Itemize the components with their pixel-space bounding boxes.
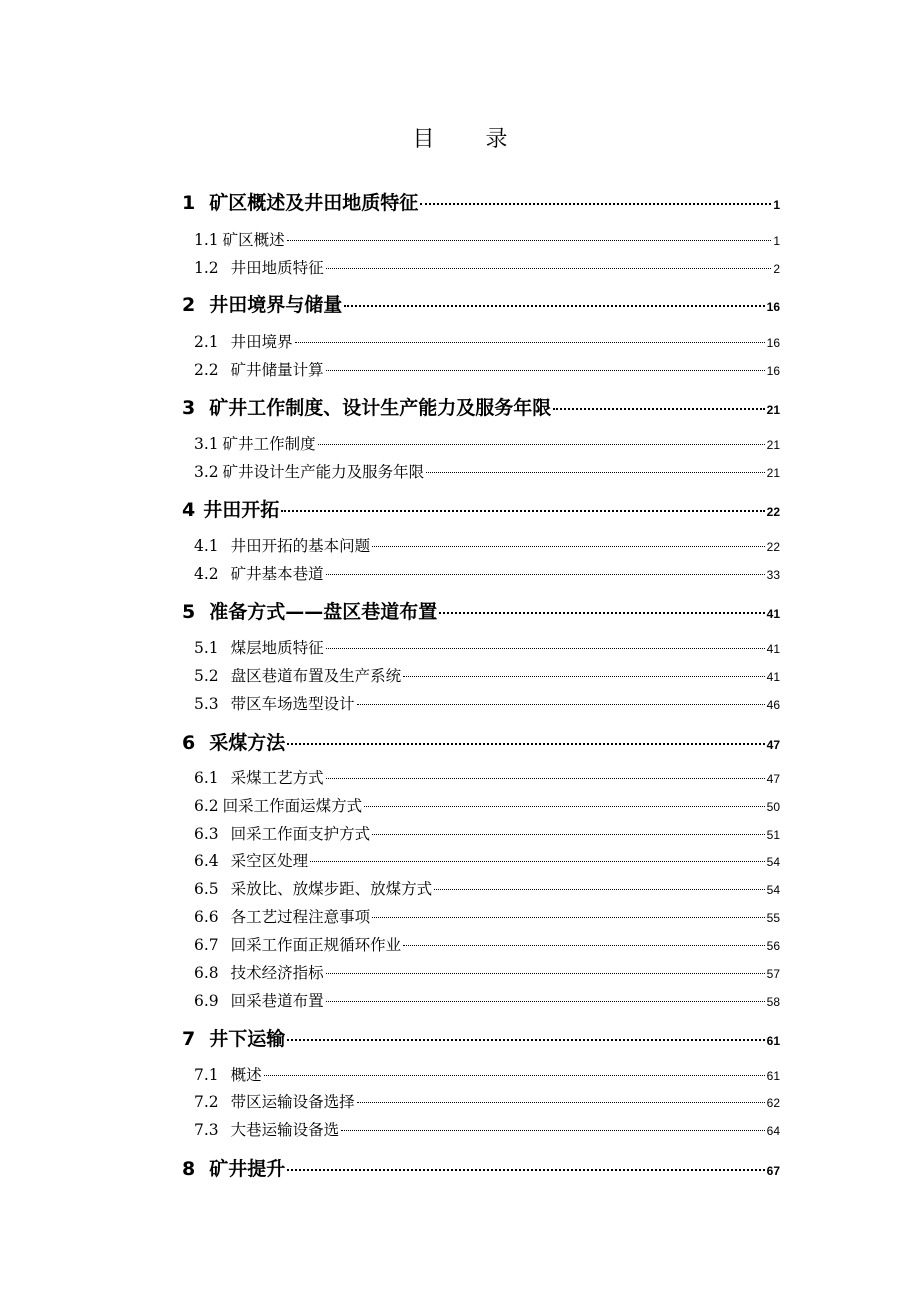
dot-leader (326, 268, 772, 269)
toc-number: 7.2 (194, 1093, 219, 1111)
dot-leader (434, 889, 764, 890)
toc-page-number: 64 (766, 1124, 780, 1138)
toc-page-number: 51 (766, 828, 780, 842)
toc-title: 技术经济指标 (230, 964, 324, 982)
toc-number: 6.7 (194, 936, 219, 954)
toc-number: 7.1 (194, 1066, 219, 1084)
toc-page-number: 16 (766, 364, 780, 378)
toc-title: 矿井工作制度 (222, 435, 316, 453)
dot-leader (318, 444, 765, 445)
toc-title: 回采工作面运煤方式 (222, 797, 363, 815)
toc-page-number: 61 (766, 1034, 780, 1048)
toc-title: 回采工作面正规循环作业 (230, 936, 402, 954)
toc-section-1-2[interactable] (194, 256, 780, 278)
toc-number: 6 (182, 732, 196, 754)
toc-section-5-3[interactable] (194, 692, 780, 714)
toc-chapter-8[interactable] (182, 1154, 780, 1181)
dot-leader (357, 1102, 765, 1103)
dot-leader (326, 574, 765, 575)
toc-section-3-1[interactable] (194, 432, 780, 454)
toc-section-5-1[interactable] (194, 636, 780, 658)
toc-number: 5.1 (194, 639, 219, 657)
dot-leader (553, 408, 764, 410)
toc-chapter-2[interactable] (182, 290, 780, 317)
toc-section-6-9[interactable] (194, 989, 780, 1011)
dot-leader (403, 676, 764, 677)
toc-title: 井田开拓的基本问题 (230, 537, 371, 555)
toc-page-number: 16 (766, 336, 780, 350)
toc-section-6-6[interactable] (194, 905, 780, 927)
dot-leader (426, 472, 764, 473)
dot-leader (344, 305, 764, 307)
toc-title: 矿区概述及井田地质特征 (209, 192, 419, 214)
toc-number: 2.2 (194, 361, 219, 379)
toc-number: 6.6 (194, 908, 219, 926)
toc-number: 7.3 (194, 1121, 219, 1139)
toc-title: 矿井储量计算 (230, 361, 324, 379)
toc-number: 2.1 (194, 333, 219, 351)
dot-leader (357, 704, 765, 705)
toc-title: 盘区巷道布置及生产系统 (230, 667, 402, 685)
toc-page-number: 41 (766, 607, 780, 621)
toc-number: 8 (182, 1158, 196, 1180)
toc-number: 4 (182, 499, 196, 521)
toc-section-6-8[interactable] (194, 961, 780, 983)
toc-number: 1.2 (194, 259, 219, 277)
toc-number: 6.2 (194, 797, 219, 815)
toc-title: 回采工作面支护方式 (230, 825, 371, 843)
toc-section-2-1[interactable] (194, 330, 780, 352)
dot-leader (326, 778, 765, 779)
toc-page-number: 47 (766, 772, 780, 786)
dot-leader (439, 612, 764, 614)
page-title: 目 录 (412, 127, 530, 152)
dot-leader (264, 1075, 765, 1076)
dot-leader (287, 1039, 764, 1041)
dot-leader (326, 370, 765, 371)
toc-title: 矿井提升 (209, 1158, 286, 1180)
toc-section-4-1[interactable] (194, 534, 780, 556)
toc-number: 2 (182, 294, 196, 316)
toc-page-number: 2 (773, 262, 780, 276)
toc-page-number: 62 (766, 1096, 780, 1110)
toc-title: 带区运输设备选择 (230, 1093, 355, 1111)
toc-number: 7 (182, 1028, 196, 1050)
toc-page-number: 61 (766, 1069, 780, 1083)
toc-number: 6.1 (194, 769, 219, 787)
toc-title: 采煤方法 (209, 732, 286, 754)
toc-section-6-3[interactable] (194, 822, 780, 844)
toc-section-6-4[interactable] (194, 849, 780, 871)
toc-page-number: 55 (766, 911, 780, 925)
dot-leader (420, 203, 771, 205)
toc-chapter-6[interactable] (182, 728, 780, 755)
toc-section-6-2[interactable] (194, 794, 780, 816)
toc-page-number: 1 (773, 234, 780, 248)
toc-number: 3 (182, 397, 196, 419)
toc-title: 井田境界 (230, 333, 293, 351)
toc-title: 矿井工作制度、设计生产能力及服务年限 (209, 397, 552, 419)
toc-page-number: 16 (766, 300, 780, 314)
toc-title: 回采巷道布置 (230, 992, 324, 1010)
toc-section-1-1[interactable] (194, 228, 780, 250)
dot-leader (326, 973, 765, 974)
toc-title: 井下运输 (209, 1028, 286, 1050)
dot-leader (281, 510, 764, 512)
dot-leader (372, 917, 764, 918)
dot-leader (326, 1001, 765, 1002)
dot-leader (287, 1169, 764, 1171)
toc-title: 大巷运输设备选 (230, 1121, 340, 1139)
toc-page-number: 22 (766, 505, 780, 519)
toc-page-number: 21 (766, 403, 780, 417)
dot-leader (372, 834, 764, 835)
toc-title: 井田地质特征 (230, 259, 324, 277)
dot-leader (372, 546, 764, 547)
toc-title: 矿井基本巷道 (230, 565, 324, 583)
toc-section-7-1[interactable] (194, 1063, 780, 1085)
toc-title: 矿区概述 (222, 231, 285, 249)
toc-title: 各工艺过程注意事项 (230, 908, 371, 926)
toc-title: 采放比、放煤步距、放煤方式 (230, 880, 433, 898)
toc-page-number: 54 (766, 883, 780, 897)
toc-number: 4.2 (194, 565, 219, 583)
toc-chapter-3[interactable] (182, 393, 780, 420)
toc-number: 3.1 (194, 435, 219, 453)
toc-title: 带区车场选型设计 (230, 695, 355, 713)
toc-title: 准备方式——盘区巷道布置 (209, 601, 438, 623)
toc-page-number: 33 (766, 568, 780, 582)
toc-section-7-2[interactable] (194, 1090, 780, 1112)
toc-section-6-1[interactable] (194, 766, 780, 788)
toc-number: 5 (182, 601, 196, 623)
toc-page-number: 1 (773, 198, 780, 212)
toc-page-number: 56 (766, 939, 780, 953)
toc-title: 采煤工艺方式 (230, 769, 324, 787)
dot-leader (326, 648, 765, 649)
toc-section-4-2[interactable] (194, 562, 780, 584)
toc-number: 6.8 (194, 964, 219, 982)
toc-title: 概述 (230, 1066, 262, 1084)
toc-page-number: 41 (766, 670, 780, 684)
dot-leader (364, 806, 764, 807)
toc-title: 矿井设计生产能力及服务年限 (222, 463, 425, 481)
toc-chapter-1[interactable] (182, 188, 780, 215)
toc-page-number: 47 (766, 738, 780, 752)
toc-section-5-2[interactable] (194, 664, 780, 686)
toc-number: 5.2 (194, 667, 219, 685)
toc-number: 3.2 (194, 463, 219, 481)
toc-section-6-7[interactable] (194, 933, 780, 955)
toc-title: 井田境界与储量 (209, 294, 343, 316)
toc-chapter-5[interactable] (182, 597, 780, 624)
dot-leader (287, 743, 764, 745)
toc-number: 6.5 (194, 880, 219, 898)
toc-page-number: 46 (766, 698, 780, 712)
toc-title: 采空区处理 (230, 852, 309, 870)
dot-leader (341, 1130, 764, 1131)
toc-number: 1.1 (194, 231, 219, 249)
toc-number: 6.3 (194, 825, 219, 843)
toc-number: 1 (182, 192, 196, 214)
toc-section-3-2[interactable] (194, 460, 780, 482)
toc-page-number: 50 (766, 800, 780, 814)
toc-section-6-5[interactable] (194, 877, 780, 899)
toc-page-number: 58 (766, 995, 780, 1009)
toc-number: 5.3 (194, 695, 219, 713)
toc-section-7-3[interactable] (194, 1118, 780, 1140)
toc-page-number: 41 (766, 642, 780, 656)
toc-page-number: 22 (766, 540, 780, 554)
toc-number: 4.1 (194, 537, 219, 555)
toc-number: 6.4 (194, 852, 219, 870)
toc-page-number: 57 (766, 967, 780, 981)
toc-title: 井田开拓 (203, 499, 280, 521)
toc-title: 煤层地质特征 (230, 639, 324, 657)
dot-leader (295, 342, 765, 343)
toc-section-2-2[interactable] (194, 358, 780, 380)
toc-page-number: 54 (766, 855, 780, 869)
toc-chapter-4[interactable] (182, 495, 780, 522)
dot-leader (310, 861, 764, 862)
toc-page-number: 21 (766, 466, 780, 480)
dot-leader (403, 945, 764, 946)
toc-page-number: 21 (766, 438, 780, 452)
dot-leader (287, 240, 772, 241)
toc-chapter-7[interactable] (182, 1024, 780, 1051)
toc-page-number: 67 (766, 1164, 780, 1178)
toc-number: 6.9 (194, 992, 219, 1010)
